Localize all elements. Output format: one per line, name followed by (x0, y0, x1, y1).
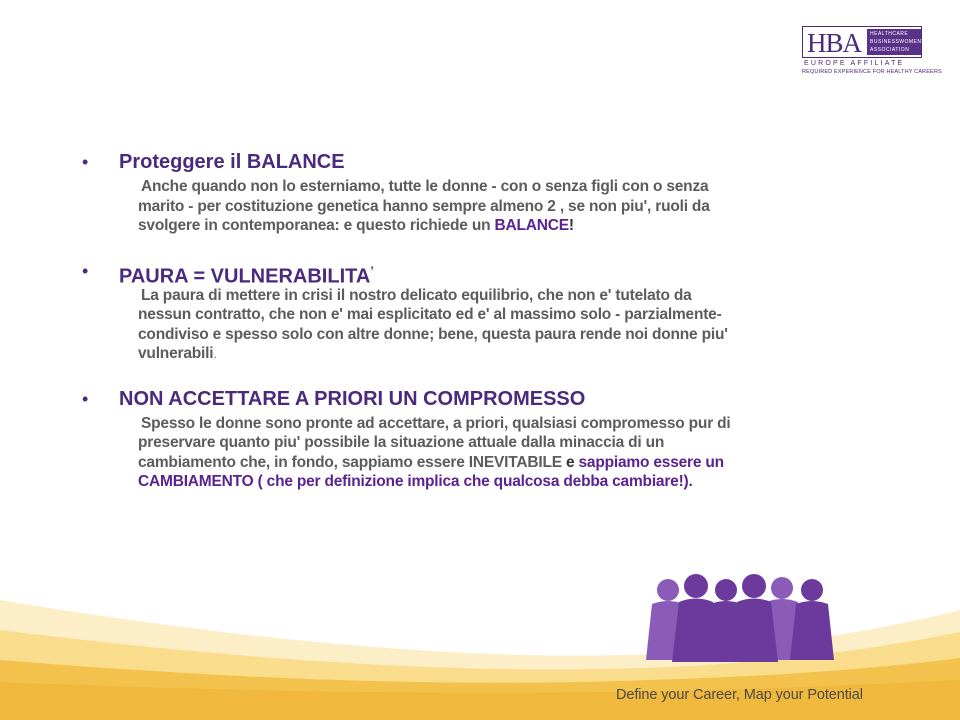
paragraph-line: preservare quanto piu' possibile la situazione attuale dalla minaccia di un (138, 434, 665, 451)
section-heading: Proteggere il BALANCE (119, 151, 345, 173)
hba-logo (802, 26, 942, 76)
paragraph-text: vulnerabili (138, 345, 214, 362)
section-heading (119, 259, 374, 289)
paragraph-line (138, 216, 908, 236)
paragraph-text: svolgere in contemporanea: e questo richiede un (138, 217, 491, 234)
section-balance (82, 150, 902, 236)
section-paragraph (138, 414, 908, 492)
paragraph-line: Anche quando non lo esterniamo, tutte le donne - con o senza figli con o senza (141, 178, 709, 195)
bullet-marker: • (82, 152, 89, 172)
heading-mark: ’ (370, 263, 374, 278)
section-paragraph (138, 286, 908, 364)
bullet-marker: • (82, 260, 89, 281)
bullet-marker: • (82, 388, 89, 409)
paragraph-line: La paura di mettere in crisi il nostro delicato equilibrio, che non e' tutelato da (141, 286, 692, 304)
highlight-text: sappiamo essere un (578, 453, 724, 471)
section-compromesso (82, 387, 902, 492)
slide-content (82, 150, 902, 492)
paragraph-line: condiviso e spesso solo con altre donne; bene, questa paura rende noi donne piu' (138, 325, 728, 343)
paragraph-line: Spesso le donne sono pronte ad accettare, a priori, qualsiasi compromesso pur di (141, 414, 731, 432)
section-paragraph (138, 177, 908, 236)
footer-tagline: Define your Career, Map your Potential (616, 687, 863, 703)
highlight-balance: BALANCE (494, 217, 569, 234)
logo-box (802, 26, 927, 58)
section-paura (82, 259, 902, 364)
paragraph-line-highlight: CAMBIAMENTO ( che per definizione implica che qualcosa debba cambiare!). (138, 473, 693, 490)
section-heading: NON ACCETTARE A PRIORI UN COMPROMESSO (119, 387, 586, 410)
exclamation: ! (568, 217, 574, 234)
logo-small-line-1: HEALTHCARE (870, 31, 909, 37)
paragraph-line (138, 344, 908, 364)
paragraph-line: nessun contratto, che non e' mai esplicitato ed e' al massimo solo - parzialmente- (138, 306, 722, 323)
heading-text: PAURA = VULNERABILITA (119, 265, 371, 288)
logo-affiliate: EUROPE AFFILIATE (804, 60, 905, 67)
logo-tagline: REQUIRED EXPERIENCE FOR HEALTHY CAREERS (802, 69, 942, 75)
paragraph-text: cambiamento che, in fondo, sappiamo essere INEVITABILE (138, 453, 562, 471)
conjunction: e (565, 453, 575, 471)
logo-brand: HBA (807, 28, 862, 58)
logo-small-line-2: BUSINESSWOMEN'S (870, 39, 927, 45)
logo-small-line-3: ASSOCIATION (870, 47, 910, 53)
paragraph-line: marito - per costituzione genetica hanno sempre almeno 2 , se non piu', ruoli da (138, 197, 710, 215)
women-silhouettes-icon (646, 574, 834, 662)
paragraph-line (138, 453, 908, 473)
period: . (213, 346, 217, 361)
